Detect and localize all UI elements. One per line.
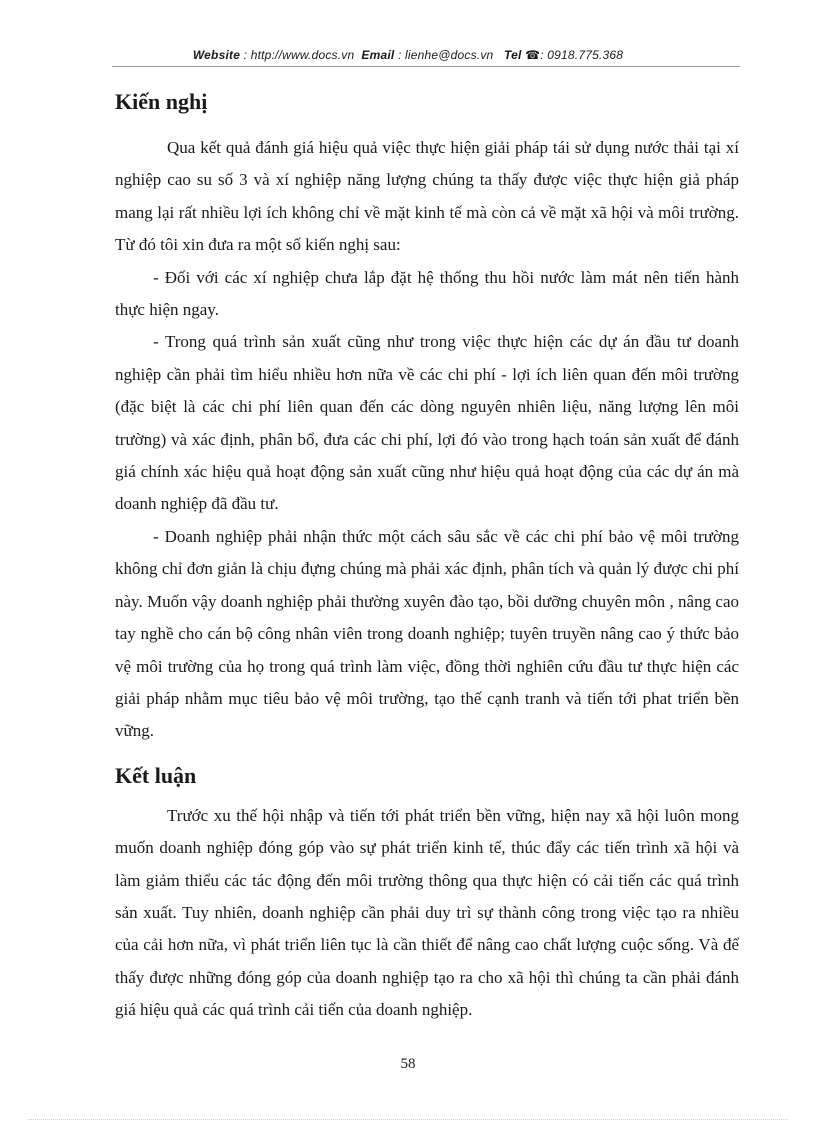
tel-value: : 0918.775.368 (540, 48, 624, 62)
recommendation-item-1: - Đối với các xí nghiệp chưa lắp đặt hệ thống thu hồi nước làm mát nên tiến hành thực hiện ngay. (115, 267, 739, 320)
page-content (115, 82, 739, 1027)
section-heading-recommendations: Kiến nghị (115, 89, 208, 114)
tel-label: Tel (504, 48, 522, 62)
conclusion-body: Trước xu thế hội nhập và tiến tới phát triển bền vững, hiện nay xã hội luôn mong muốn doanh nghiệp đóng góp vào sự phát triển kinh tế, thúc đẩy các tiến trình xã hội và làm giảm thiểu các tác động đến môi trường thông qua thực hiện có cải tiến các quá trình sản xuất. Tuy nhiên, doanh nghiệp cần phải duy trì sự thành công trong việc tạo ra nhiều của cải hơn nữa, vì phát triển liên tục là cần thiết để nâng cao chất lượng cuộc sống. Và để thấy được những đóng góp của doanh nghiệp tạo ra cho xã hội thì chúng ta cần phải đánh giá hiệu quả các quá trình cải tiến của doanh nghiệp. (115, 805, 739, 1020)
recommendations-intro: Qua kết quả đánh giá hiệu quả việc thực hiện giải pháp tái sử dụng nước thải tại xí nghiệp cao su số 3 và xí nghiệp năng lượng chúng ta thấy được việc thực hiện giả pháp mang lại rất nhiều lợi ích không chỉ về mặt kinh tế mà còn cả về mặt xã hội và môi trường. Từ đó tôi xin đưa ra một số kiến nghị sau: (115, 138, 739, 255)
email-label: Email (361, 48, 395, 62)
section-heading-conclusion: Kết luận (115, 762, 197, 788)
recommendation-item-2: - Trong quá trình sản xuất cũng như trong việc thực hiện các dự án đầu tư doanh nghiệp cần phải tìm hiểu nhiều hơn nữa về các chi phí - lợi ích liên quan đến môi trường (đặc biệt là các chi phí liên quan đến các dòng nguyên nhiên liệu, năng lượng lên môi trường) và xác định, phân bổ, đưa các chi phí, lợi đó vào trong hạch toán sản xuất để đánh giá chính xác hiệu quả hoạt động sản xuất cũng như hiệu quả hoạt động của các dự án mà doanh nghiệp đã đầu tư. (115, 332, 739, 514)
footer-divider (28, 1119, 788, 1120)
website-value: : http://www.docs.vn (243, 48, 355, 62)
recommendation-item-3: - Doanh nghiệp phải nhận thức một cách sâu sắc về các chi phí bảo vệ môi trường không chỉ đơn giản là chịu đựng chúng mà phải xác định, phân tích và quản lý được chi phí này. Muốn vậy doanh nghiệp phải thường xuyên đào tạo, bồi dưỡng chuyên môn , nâng cao tay nghề cho cán bộ công nhân viên trong doanh nghiệp; tuyên truyền nâng cao ý thức bảo vệ môi trường của họ trong quá trình làm việc, đồng thời nghiên cứu đầu tư thực hiện các giải pháp nhằm mục tiêu bảo vệ môi trường, tạo thế cạnh tranh và tiến tới phat triển bền vững. (115, 526, 739, 741)
page-number: 58 (400, 1056, 416, 1072)
page-header (0, 48, 816, 62)
website-label: Website (192, 48, 241, 62)
email-value: : lienhe@docs.vn (397, 48, 494, 62)
phone-icon: ☎ (525, 48, 541, 62)
header-divider (112, 66, 740, 67)
